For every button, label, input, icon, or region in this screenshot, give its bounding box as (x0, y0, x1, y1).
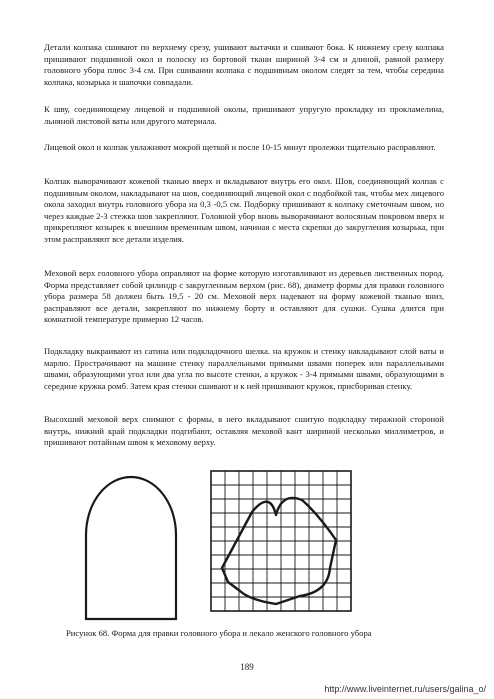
page-number: 189 (240, 662, 254, 672)
paragraph-2: К шву, соединяющему лицевой и подшивной околы, пришивают упругую прокладку из прокламелина, льняной листовой ваты или другого материала. (44, 104, 444, 126)
paragraph-3: Лицевой окол и колпак увлажняют мокрой щеткой и после 10-15 минут пролежки тщательно расправляют. (44, 142, 436, 152)
pattern-grid (211, 471, 351, 611)
paragraph-7: Высохший меховой верх снимают с формы, в него вкладывают сшитую подкладку тиражной стороной внутрь, нижний край подкладки подгибают, оставляя меховой кант шириной несколько миллиметров, и пришивают потайным швом к меховому верху. (44, 414, 444, 448)
hat-form-outline (86, 477, 176, 619)
paragraph-6: Подкладку выкраивают из сатина или подкладочного шелка. на кружок и стенку накладывают слой ваты и марлю. Прострачивают на машине стенку параллельными прямыми швами поперек или параллельными швами, образующими угол или два угла по высоте стенки, а кружок - 3-4 прямыми швами, образующими в середине кружка ромб. Затем края стенки сшивают и к ней пришивают кружок, присборивая стенку. (44, 346, 444, 391)
figure-caption: Рисунок 68. Форма для правки головного убора и лекало женского головного убора (66, 628, 372, 638)
paragraph-1: Детали колпака сшивают по верхнему срезу, ушивают вытачки и сшивают бока. К нижнему срезу колпака пришивают подшивной окол и полоску из бортовой ткани шириной 3-4 см и длиной, равной размеру головного убора плюс 3-4 см. При сшивании колпака с подшивным околом следят за тем, чтобы середина колпака, козырька и шапочки совпадали. (44, 42, 444, 87)
paragraph-5: Меховой верх головного убора оправляют на форме которую изготавливают из деревьев лиственных пород. Форма представляет собой цилиндр с закругленным верхом (рис. 68), диаметр формы для правки головного убора размера 58 должен быть 19,5 - 20 см. Меховой верх надевают на форму кожевой тканью вниз, расправляют все детали, закрепляют по нижнему борту и оставляют для сушки. Сушка длится при комнатной температуре примерно 12 часов. (44, 268, 444, 325)
paragraph-4: Колпак выворачивают кожевой тканью вверх и вкладывают внутрь его окол. Шов, соединяющий колпак с подшивным околом, накладывают на шов, соединяющий лицевой окол с подбойкой так, чтобы мех лицевого окола заходил внутрь головного убора на 0,3 -0,5 см. Подборку пришивают к колпаку сметочным швом, но через каждые 2-3 стежка шов закрепляют. Головной убор вновь выворачивают волосяным покровом вверх и прикрепляют козырек к внешним временным швом, начиная с места скрепки до закругления козырька, при этом расправляют все детали изделия. (44, 176, 444, 244)
watermark-url: http://www.liveinternet.ru/users/galina_o/ (324, 684, 486, 694)
